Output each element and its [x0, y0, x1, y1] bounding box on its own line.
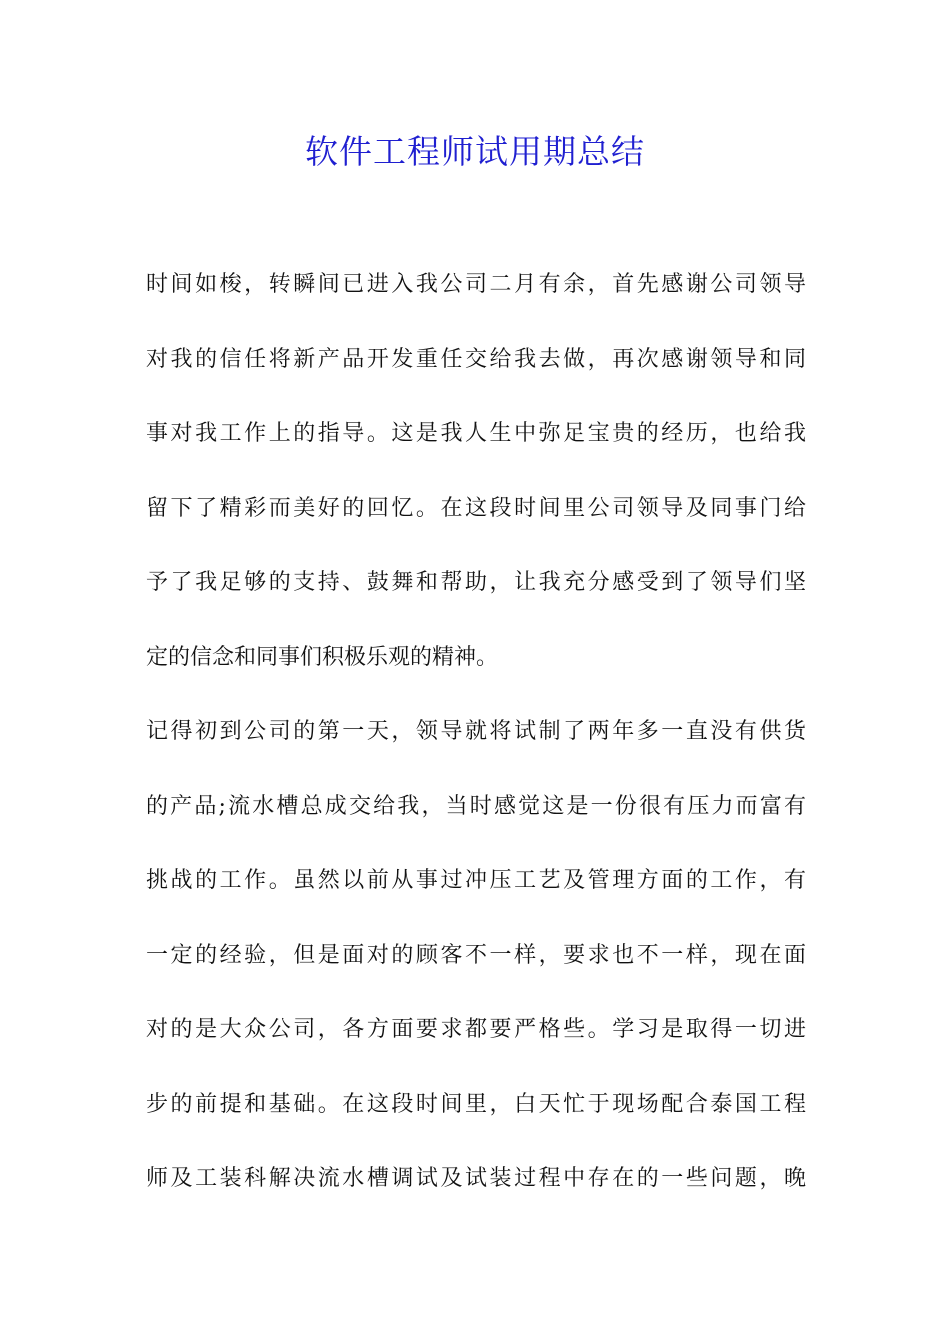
text-line: 予了我足够的支持、鼓舞和帮助，让我充分感受到了领导们坚 [146, 570, 806, 595]
text-line: 事对我工作上的指导。这是我人生中弥足宝贵的经历，也给我 [146, 421, 806, 446]
document-title: 软件工程师试用期总结 [305, 132, 645, 171]
text-line: 挑战的工作。虽然以前从事过冲压工艺及管理方面的工作，有 [146, 868, 806, 893]
text-line: 记得初到公司的第一天，领导就将试制了两年多一直没有供货 [146, 719, 806, 744]
text-line: 留下了精彩而美好的回忆。在这段时间里公司领导及同事门给 [146, 495, 806, 521]
text-line: 定的信念和同事们积极乐观的精神。 [146, 644, 499, 670]
text-line: 对我的信任将新产品开发重任交给我去做，再次感谢领导和同 [146, 346, 806, 372]
text-line: 步的前提和基础。在这段时间里，白天忙于现场配合泰国工程 [146, 1091, 806, 1117]
text-line: 师及工装科解决流水槽调试及试装过程中存在的一些问题，晚 [146, 1166, 806, 1191]
text-line: 对的是大众公司，各方面要求都要严格些。学习是取得一切进 [146, 1017, 806, 1042]
text-line: 的产品;流水槽总成交给我，当时感觉这是一份很有压力而富有 [146, 793, 806, 819]
document-body [146, 263, 806, 1232]
text-line: 一定的经验，但是面对的顾客不一样，要求也不一样，现在面 [146, 942, 806, 968]
text-line: 时间如梭，转瞬间已进入我公司二月有余，首先感谢公司领导 [146, 272, 806, 297]
